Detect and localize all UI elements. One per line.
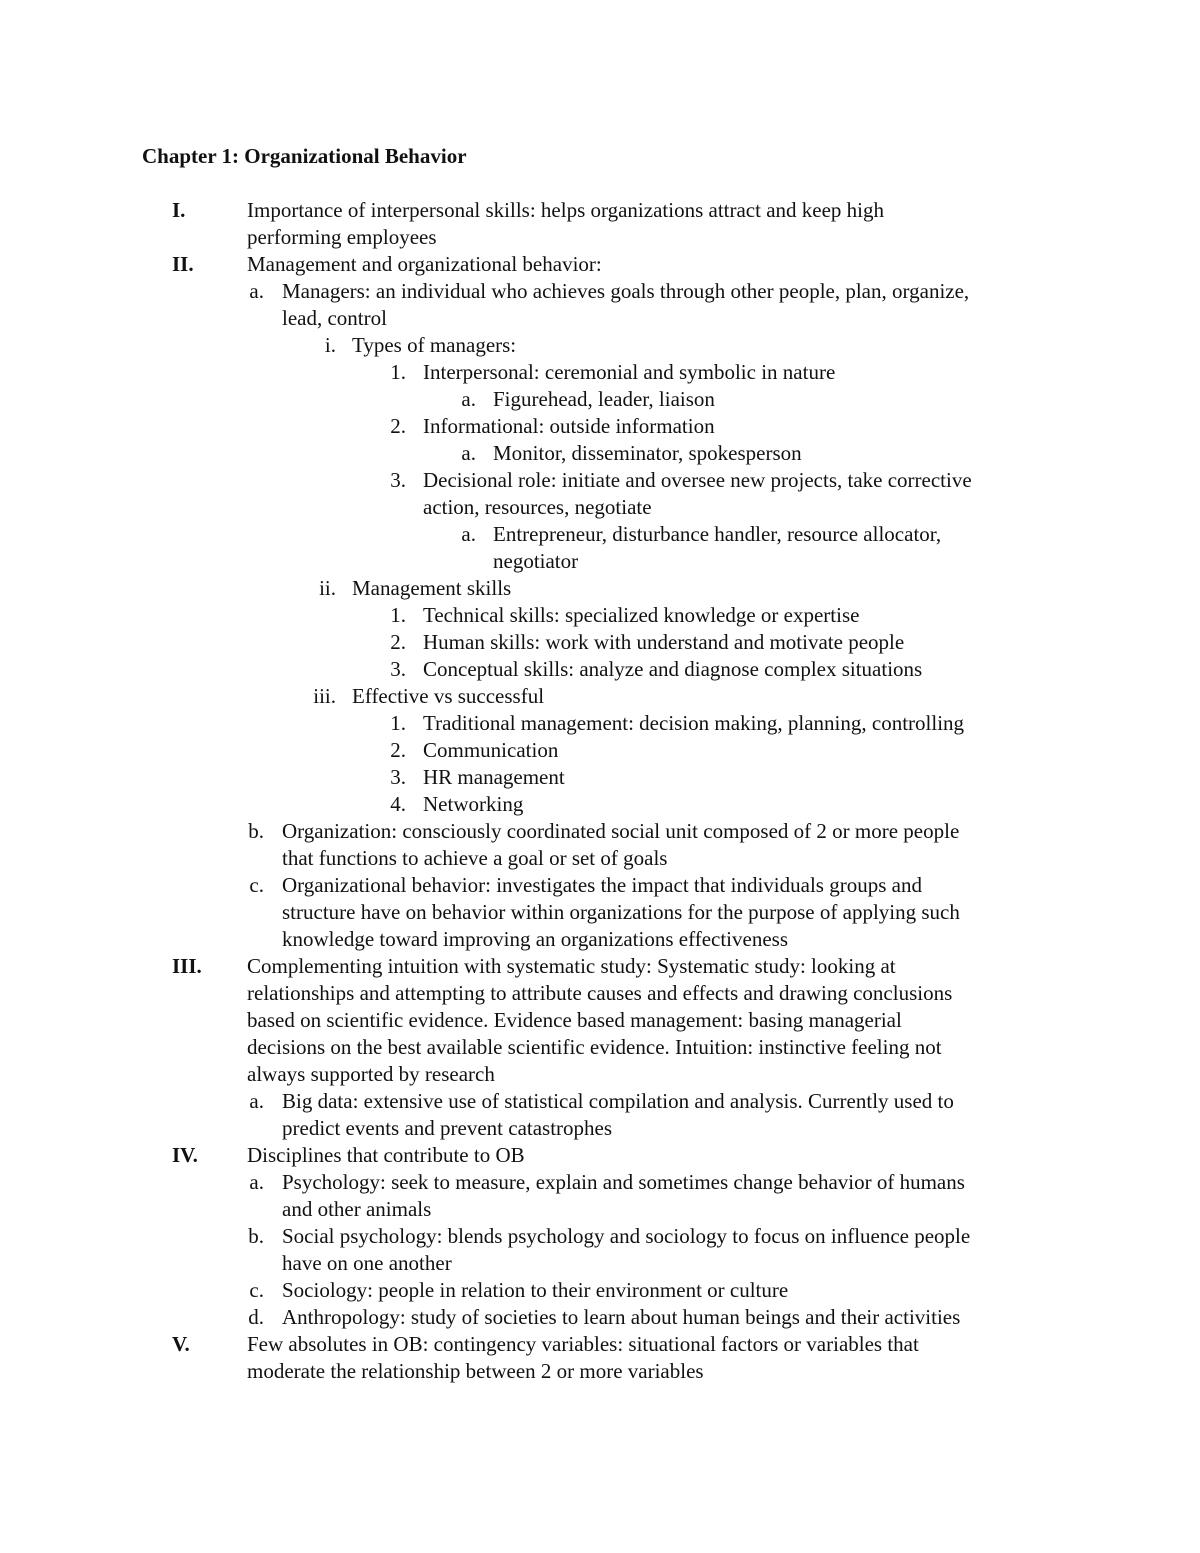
outline-item-text: decisions on the best available scientific evidence. Intuition: instinctive feeling not xyxy=(247,1035,942,1059)
outline-item-text: negotiator xyxy=(493,549,579,573)
outline-item-text: Complementing intuition with systematic study: Systematic study: looking at xyxy=(247,954,896,978)
outline-item-text: that functions to achieve a goal or set of goals xyxy=(282,846,668,870)
outline-item-text: Conceptual skills: analyze and diagnose complex situations xyxy=(423,657,923,681)
page-title: Chapter 1: Organizational Behavior xyxy=(142,144,467,168)
outline-marker: a. xyxy=(461,522,476,546)
outline-item-text: moderate the relationship between 2 or more variables xyxy=(247,1359,704,1383)
outline-item-text: Informational: outside information xyxy=(423,414,715,438)
outline-item-text: Human skills: work with understand and motivate people xyxy=(423,630,905,654)
outline-marker: 1. xyxy=(390,711,406,735)
outline-marker: a. xyxy=(249,279,264,303)
outline-marker: c. xyxy=(249,1278,264,1302)
outline-item-text: Organizational behavior: investigates the impact that individuals groups and xyxy=(282,873,922,897)
outline-item-text: Interpersonal: ceremonial and symbolic in nature xyxy=(423,360,836,384)
outline-marker: 1. xyxy=(390,360,406,384)
outline-marker: i. xyxy=(324,333,336,357)
outline-item-text: Management and organizational behavior: xyxy=(247,252,602,276)
outline-item-text: Organization: consciously coordinated social unit composed of 2 or more people xyxy=(282,819,960,843)
outline-item-text: Social psychology: blends psychology and sociology to focus on influence people xyxy=(282,1224,971,1248)
outline-item-text: Networking xyxy=(423,792,524,816)
outline-item-text: based on scientific evidence. Evidence based management: basing managerial xyxy=(247,1008,902,1032)
outline-marker: d. xyxy=(248,1305,264,1329)
outline-item-text: Few absolutes in OB: contingency variables: situational factors or variables that xyxy=(247,1332,919,1356)
outline-marker: 1. xyxy=(390,603,406,627)
outline-item-text: Managers: an individual who achieves goals through other people, plan, organize, xyxy=(282,279,970,303)
outline-item-text: relationships and attempting to attribute causes and effects and drawing conclusions xyxy=(247,981,953,1005)
outline-item-text: always supported by research xyxy=(247,1062,495,1086)
outline-item-text: Big data: extensive use of statistical compilation and analysis. Currently used to xyxy=(282,1089,954,1113)
outline-marker: III. xyxy=(172,954,202,978)
outline-marker: II. xyxy=(172,252,194,276)
outline-marker: a. xyxy=(461,441,476,465)
outline-item-text: HR management xyxy=(423,765,565,789)
outline-marker: 2. xyxy=(390,630,406,654)
outline-item-text: Management skills xyxy=(352,576,512,600)
outline-marker: I. xyxy=(172,198,186,222)
outline-item-text: and other animals xyxy=(282,1197,432,1221)
outline-item-text: action, resources, negotiate xyxy=(423,495,652,519)
outline-marker: b. xyxy=(248,819,264,843)
outline-item-text: performing employees xyxy=(247,225,437,249)
outline-item-text: Entrepreneur, disturbance handler, resource allocator, xyxy=(493,522,942,546)
outline-item-text: Importance of interpersonal skills: helps organizations attract and keep high xyxy=(247,198,885,222)
outline-marker: a. xyxy=(249,1170,264,1194)
outline-marker: a. xyxy=(461,387,476,411)
outline-marker: 3. xyxy=(390,765,406,789)
outline-item-text: have on one another xyxy=(282,1251,452,1275)
outline-item-text: Disciplines that contribute to OB xyxy=(247,1143,525,1167)
outline-item-text: Anthropology: study of societies to learn about human beings and their activities xyxy=(282,1305,961,1329)
outline-item-text: Figurehead, leader, liaison xyxy=(493,387,715,411)
outline-item-text: Monitor, disseminator, spokesperson xyxy=(493,441,802,465)
outline-marker: V. xyxy=(172,1332,190,1356)
outline-marker: IV. xyxy=(172,1143,198,1167)
outline-marker: b. xyxy=(248,1224,264,1248)
outline-marker: 2. xyxy=(390,414,406,438)
outline-item-text: predict events and prevent catastrophes xyxy=(282,1116,613,1140)
outline-item-text: Types of managers: xyxy=(352,333,517,357)
outline-item-text: Traditional management: decision making, planning, controlling xyxy=(423,711,965,735)
outline-marker: ii. xyxy=(319,576,336,600)
outline-marker: 4. xyxy=(390,792,406,816)
outline-marker: a. xyxy=(249,1089,264,1113)
outline-marker: 3. xyxy=(390,468,406,492)
outline-item-text: Psychology: seek to measure, explain and sometimes change behavior of humans xyxy=(282,1170,965,1194)
outline-item-text: knowledge toward improving an organizations effectiveness xyxy=(282,927,788,951)
outline-item-text: Technical skills: specialized knowledge or expertise xyxy=(423,603,860,627)
outline-marker: iii. xyxy=(313,684,336,708)
outline-item-text: Decisional role: initiate and oversee new projects, take corrective xyxy=(423,468,972,492)
outline-item-text: Effective vs successful xyxy=(352,684,545,708)
outline-marker: c. xyxy=(249,873,264,897)
outline-item-text: Sociology: people in relation to their environment or culture xyxy=(282,1278,789,1302)
outline-item-text: structure have on behavior within organizations for the purpose of applying such xyxy=(282,900,960,924)
outline-item-text: Communication xyxy=(423,738,559,762)
outline-marker: 3. xyxy=(390,657,406,681)
outline-item-text: lead, control xyxy=(282,306,387,330)
outline-marker: 2. xyxy=(390,738,406,762)
